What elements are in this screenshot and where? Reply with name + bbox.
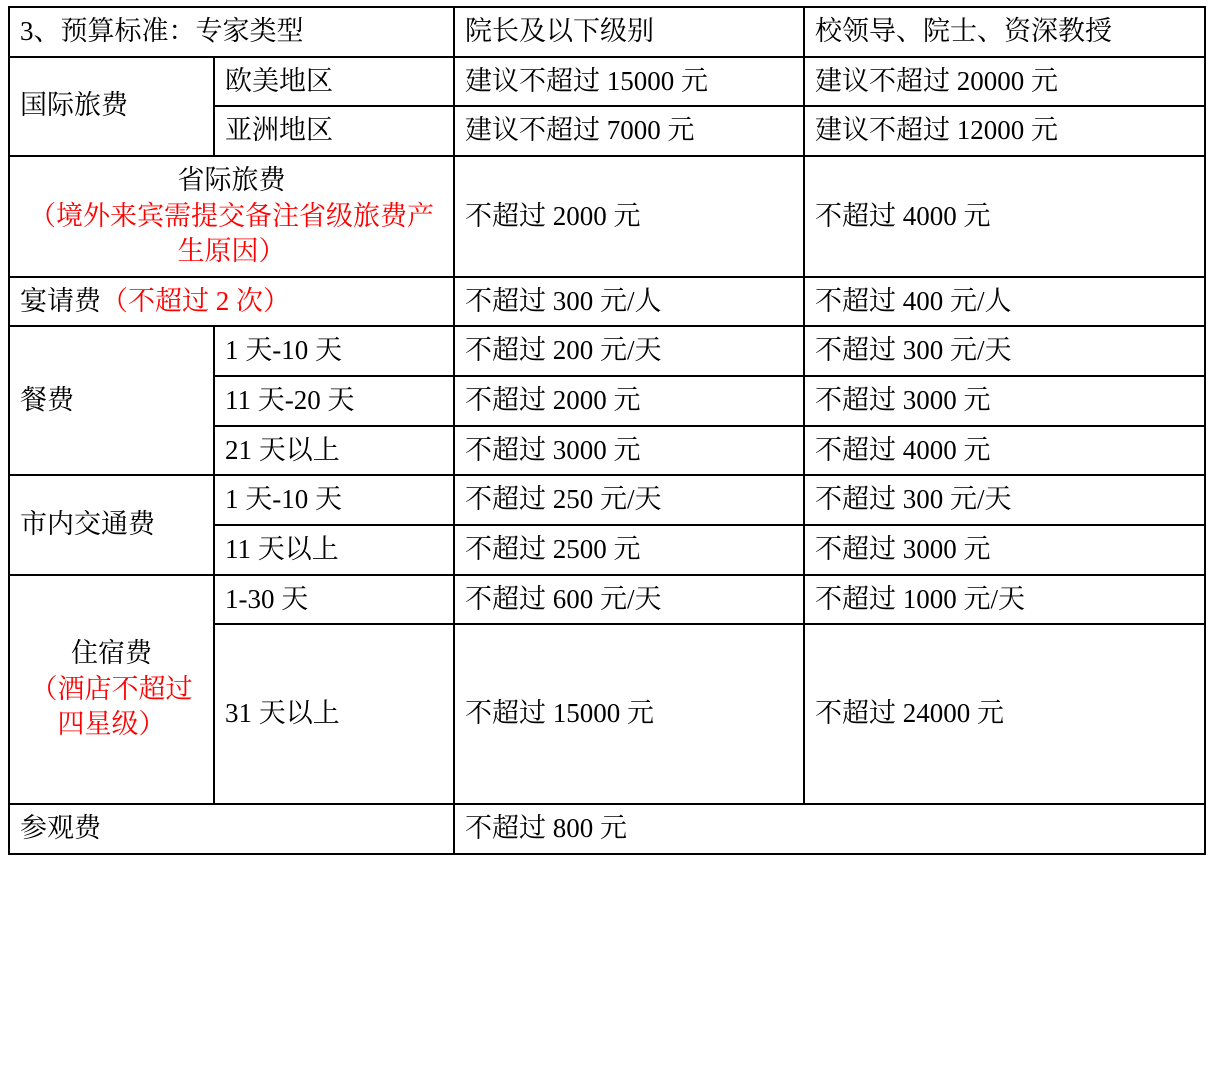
header-level-dean: 院长及以下级别 xyxy=(454,7,804,57)
row-group-accommodation xyxy=(9,575,214,805)
row-sub-1-10-days: 1 天-10 天 xyxy=(214,326,454,376)
cell-mid: 不超过 300 元/人 xyxy=(454,277,804,327)
row-sub-1-30-days: 1-30 天 xyxy=(214,575,454,625)
row-group-meals: 餐费 xyxy=(9,326,214,475)
cell-right: 不超过 4000 元 xyxy=(804,426,1205,476)
row-sub-europe-america: 欧美地区 xyxy=(214,57,454,107)
row-group-label: 住宿费 xyxy=(71,637,152,668)
row-group-note: （酒店不超过四星级） xyxy=(30,673,193,740)
row-sub-11-20-days: 11 天-20 天 xyxy=(214,376,454,426)
cell-right: 不超过 1000 元/天 xyxy=(804,575,1205,625)
cell-right: 不超过 300 元/天 xyxy=(804,475,1205,525)
row-group-note: （境外来宾需提交备注省级旅费产生原因） xyxy=(29,200,434,267)
cell-mid: 建议不超过 15000 元 xyxy=(454,57,804,107)
table-row xyxy=(9,277,1205,327)
row-sub-asia: 亚洲地区 xyxy=(214,106,454,156)
cell-mid: 不超过 3000 元 xyxy=(454,426,804,476)
row-sub-21-days-plus: 21 天以上 xyxy=(214,426,454,476)
table-row xyxy=(9,575,1205,625)
cell-mid: 不超过 600 元/天 xyxy=(454,575,804,625)
table-row xyxy=(9,475,1205,525)
cell-right: 建议不超过 20000 元 xyxy=(804,57,1205,107)
cell-right: 不超过 400 元/人 xyxy=(804,277,1205,327)
row-group-label: 省际旅费 xyxy=(177,164,286,195)
header-level-leader: 校领导、院士、资深教授 xyxy=(804,7,1205,57)
cell-mid: 不超过 2500 元 xyxy=(454,525,804,575)
cell-mid: 不超过 2000 元 xyxy=(454,376,804,426)
row-group-label: 宴请费 xyxy=(20,285,101,316)
row-sub-11-days-plus: 11 天以上 xyxy=(214,525,454,575)
table-header-row xyxy=(9,7,1205,57)
row-group-visit-fee: 参观费 xyxy=(9,804,454,854)
cell-right: 建议不超过 12000 元 xyxy=(804,106,1205,156)
row-group-interprovincial-travel xyxy=(9,156,454,277)
row-group-note: （不超过 2 次） xyxy=(101,285,290,316)
cell-right: 不超过 300 元/天 xyxy=(804,326,1205,376)
row-group-city-transport: 市内交通费 xyxy=(9,475,214,574)
cell-visit-fee-value: 不超过 800 元 xyxy=(454,804,1205,854)
cell-mid: 不超过 200 元/天 xyxy=(454,326,804,376)
table-row xyxy=(9,326,1205,376)
row-sub-31-days-plus: 31 天以上 xyxy=(214,624,454,804)
table-row xyxy=(9,57,1205,107)
row-group-banquet xyxy=(9,277,454,327)
budget-standard-table xyxy=(8,6,1206,855)
header-expert-type: 3、预算标准：专家类型 xyxy=(9,7,454,57)
cell-mid: 不超过 15000 元 xyxy=(454,624,804,804)
table-row xyxy=(9,804,1205,854)
cell-mid: 建议不超过 7000 元 xyxy=(454,106,804,156)
cell-right: 不超过 3000 元 xyxy=(804,376,1205,426)
row-sub-1-10-days: 1 天-10 天 xyxy=(214,475,454,525)
table-row xyxy=(9,156,1205,277)
cell-right: 不超过 24000 元 xyxy=(804,624,1205,804)
cell-right: 不超过 4000 元 xyxy=(804,156,1205,277)
row-group-international-travel: 国际旅费 xyxy=(9,57,214,156)
cell-mid: 不超过 250 元/天 xyxy=(454,475,804,525)
cell-right: 不超过 3000 元 xyxy=(804,525,1205,575)
cell-mid: 不超过 2000 元 xyxy=(454,156,804,277)
